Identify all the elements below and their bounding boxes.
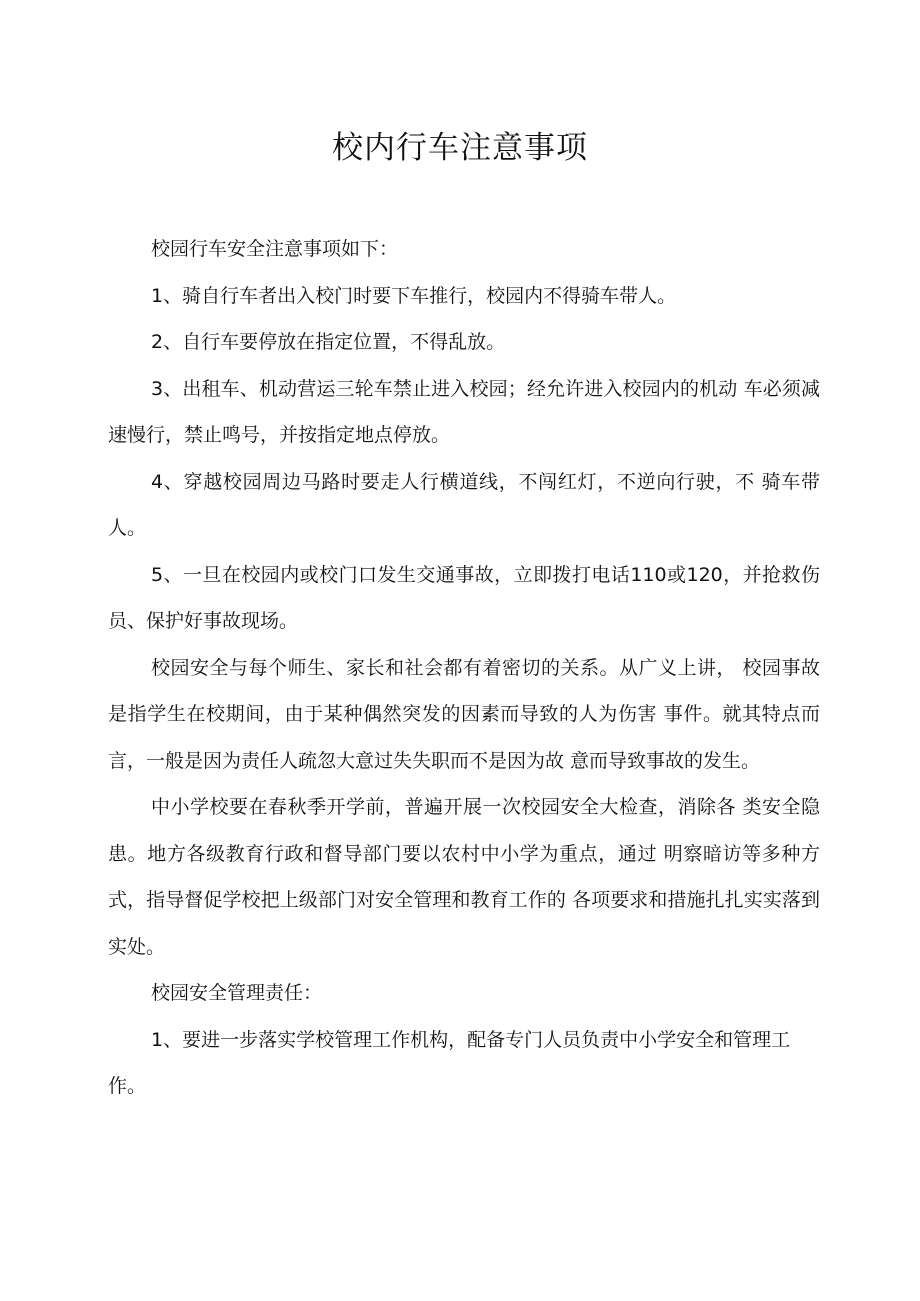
document-body	[108, 226, 820, 1110]
rule-1-paragraph: 1、骑自行车者出入校门时要下车推行，校园内不得骑车带人。	[151, 284, 677, 307]
rule-3-paragraph: 3、出租车、机动营运三轮车禁止进入校园；经允许进入校园内的机动 车必须减速慢行，禁止鸣号，并按指定地点停放。	[108, 377, 820, 446]
rule-5-paragraph: 5、一旦在校园内或校门口发生交通事故，立即拨打电话110或120，并抢救伤员、保护好事故现场。	[108, 563, 820, 632]
campus-safety-paragraph: 校园安全与每个师生、家长和社会都有着密切的关系。从广义上讲， 校园事故是指学生在校期间，由于某种偶然突发的因素而导致的人为伤害 事件。就其特点而言，一般是因为责任人疏忽大意过失失职而不是因为故 意而导致事故的发生。	[108, 656, 820, 772]
rule-4-paragraph: 4、穿越校园周边马路时要走人行横道线，不闯红灯，不逆向行驶，不 骑车带人。	[108, 470, 820, 539]
management-heading-paragraph: 校园安全管理责任：	[151, 982, 323, 1004]
school-inspection-paragraph: 中小学校要在春秋季开学前，普遍开展一次校园安全大检查，消除各 类安全隐患。地方各级教育行政和督导部门要以农村中小学为重点，通过 明察暗访等多种方式，指导督促学校把上级部门对安全管理和教育工作的 各项要求和措施扎扎实实落到实处。	[108, 796, 820, 958]
intro-paragraph: 校园行车安全注意事项如下：	[151, 238, 399, 260]
rule-2-paragraph: 2、自行车要停放在指定位置，不得乱放。	[151, 331, 506, 353]
document-title: 校内行车注意事项	[332, 130, 588, 166]
management-item-1-paragraph: 1、要进一步落实学校管理工作机构，配备专门人员负责中小学安全和管理工作。	[108, 1028, 791, 1097]
